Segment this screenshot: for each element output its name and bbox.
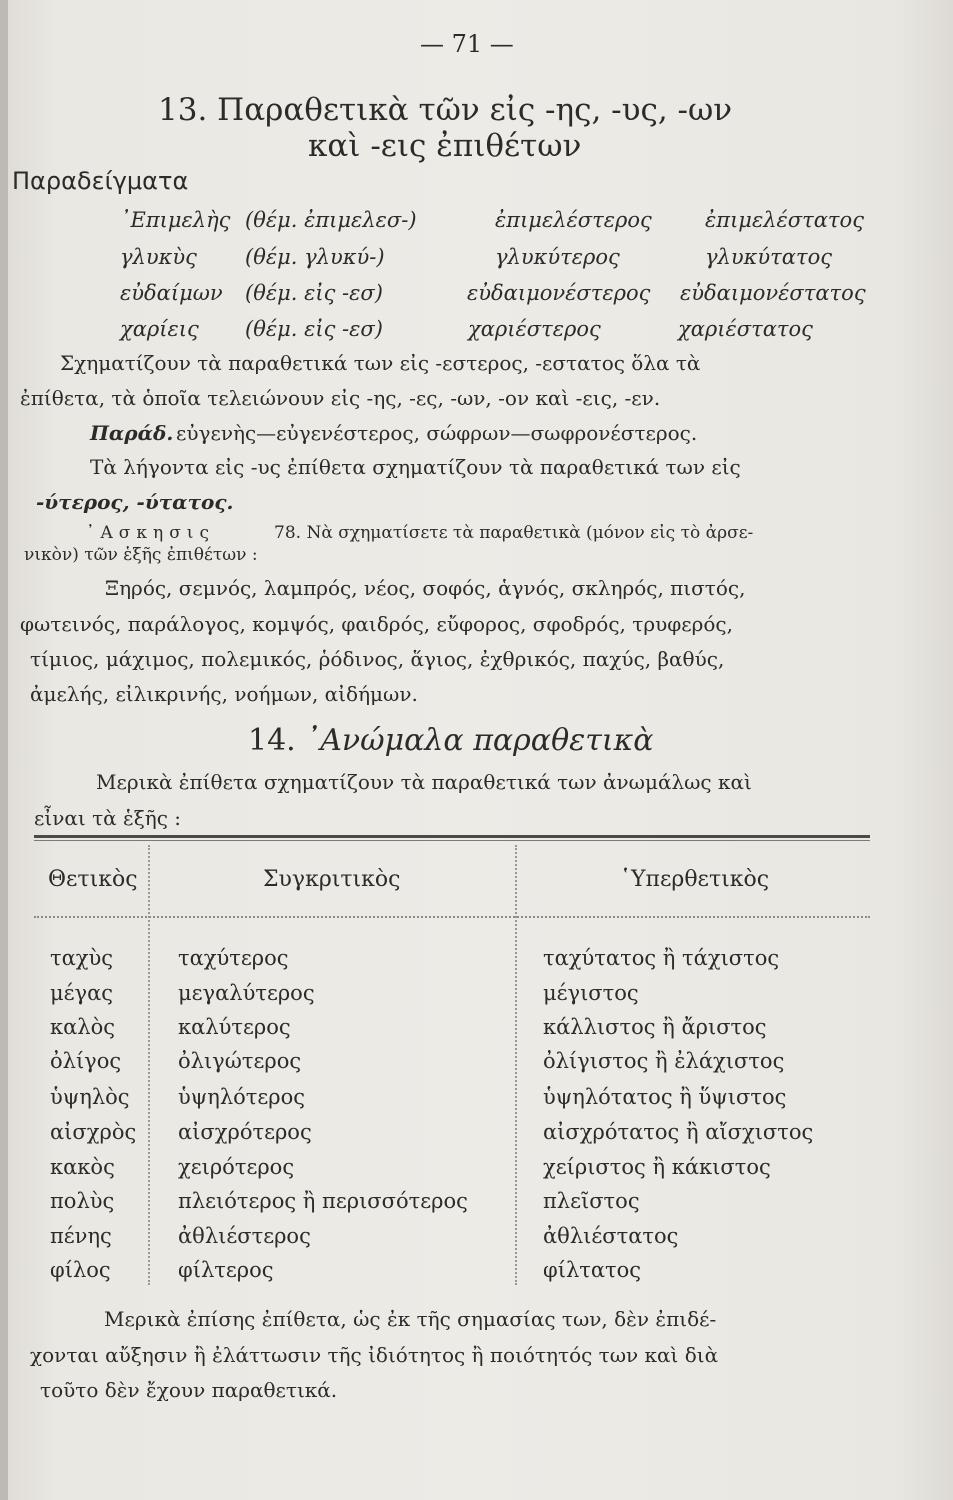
table-cell: χειρότερος: [178, 1155, 295, 1179]
section-14-number: 14.: [248, 723, 296, 758]
table-top-rule: [34, 835, 870, 838]
table-cell: ἀθλιέστατος: [543, 1224, 679, 1248]
table-header-comparative: Συγκριτικὸς: [263, 867, 401, 892]
table-cell: ταχὺς: [50, 946, 114, 970]
example-stem: (θέμ. εἰς -εσ): [245, 281, 383, 305]
example-superlative: εὐδαιμονέστατος: [680, 281, 866, 305]
exercise-words-line: Ξηρός, σεμνός, λαμπρός, νέος, σοφός, ἁγνός, σκληρός, πιστός,: [105, 576, 746, 600]
table-cell: ὑψηλὸς: [50, 1085, 130, 1109]
table-cell: φίλος: [50, 1258, 111, 1282]
table-cell: μέγιστος: [543, 981, 639, 1005]
table-cell: ἀθλιέστερος: [178, 1224, 311, 1248]
section-13-title: 13. Παραθετικὰ τῶν εἰς -ης, -υς, -ων: [158, 92, 733, 128]
section-14-title: [248, 723, 654, 758]
table-cell: πένης: [50, 1224, 112, 1248]
example-positive: γλυκὺς: [120, 245, 197, 269]
table-row: [0, 1015, 953, 1049]
example-stem: (θέμ. ἐπιμελεσ-): [245, 208, 417, 232]
exercise-instruction: 78. Νὰ σχηματίσετε τὰ παραθετικὰ (μόνον εἰς τὸ ἀρσε-: [274, 523, 754, 543]
table-row: [0, 1224, 953, 1258]
exercise-words-line: φωτεινός, παράλογος, κομψός, φαιδρός, εὔφορος, σφοδρός, τρυφερός,: [20, 612, 733, 636]
example-comparative: ἐπιμελέστερος: [495, 208, 652, 232]
example-superlative: γλυκύτατος: [705, 245, 832, 269]
table-cell: ὑψηλότατος ἢ ὕψιστος: [543, 1085, 787, 1109]
table-cell: καλύτερος: [178, 1015, 291, 1039]
table-row: [0, 981, 953, 1015]
table-header-superlative: ῾Υπερθετικὸς: [620, 867, 770, 892]
table-row: [0, 1085, 953, 1119]
table-cell: ὀλιγώτερος: [178, 1049, 302, 1073]
table-cell: κακὸς: [50, 1155, 115, 1179]
table-row: [0, 1189, 953, 1223]
table-header-positive: Θετικὸς: [48, 867, 138, 892]
table-cell: χείριστος ἢ κάκιστος: [543, 1155, 771, 1179]
example-positive: εὐδαίμων: [120, 281, 223, 305]
table-cell: φίλτατος: [543, 1258, 642, 1282]
table-cell: ὀλίγος: [50, 1049, 122, 1073]
table-cell: φίλτερος: [178, 1258, 274, 1282]
table-header-separator: [34, 916, 870, 918]
table-row: [0, 946, 953, 980]
table-cell: πλειότερος ἢ περισσότερος: [178, 1189, 468, 1213]
intro-line: Μερικὰ ἐπίθετα σχηματίζουν τὰ παραθετικά των ἀνωμάλως καὶ: [96, 770, 752, 794]
table-row: [0, 1120, 953, 1154]
table-cell: ὑψηλότερος: [178, 1085, 306, 1109]
example-positive: χαρίεις: [120, 317, 199, 341]
table-row: [0, 1155, 953, 1189]
example-stem: (θέμ. γλυκύ-): [245, 245, 385, 269]
table-cell: καλὸς: [50, 1015, 116, 1039]
example-comparative: χαριέστερος: [468, 317, 601, 341]
table-cell: ὀλίγιστος ἢ ἐλάχιστος: [543, 1049, 785, 1073]
exercise-label: ᾿Ασκησις: [86, 523, 215, 543]
rule-paragraph-line: ἐπίθετα, τὰ ὁποῖα τελειώνουν εἰς -ης, -ες, -ων, -ον καὶ -εις, -εν.: [20, 386, 661, 410]
example-comparative: γλυκύτερος: [495, 245, 620, 269]
table-cell: πολὺς: [50, 1189, 115, 1213]
exercise-instruction-line2: νικὸν) τῶν ἑξῆς ἐπιθέτων :: [24, 545, 258, 565]
closing-paragraph-line: χονται αὔξησιν ἢ ἐλάττωσιν τῆς ἰδιότητος ἢ ποιότητός των καὶ διὰ: [30, 1343, 719, 1367]
rule-paragraph-line: Σχηματίζουν τὰ παραθετικά των εἰς -εστερος, -εστατος ὅλα τὰ: [60, 351, 701, 375]
table-cell: πλεῖστος: [543, 1189, 640, 1213]
closing-paragraph-line: τοῦτο δὲν ἔχουν παραθετικά.: [40, 1378, 338, 1402]
example-superlative: χαριέστατος: [678, 317, 813, 341]
exercise-words-line: τίμιος, μάχιμος, πολεμικός, ῥόδινος, ἅγιος, ἐχθρικός, παχύς, βαθύς,: [30, 647, 725, 671]
table-row: [0, 1258, 953, 1292]
parad-label: Παράδ.: [90, 421, 174, 445]
table-cell: μέγας: [50, 981, 114, 1005]
example-stem: (θέμ. εἰς -εσ): [245, 317, 383, 341]
example-comparative: εὐδαιμονέστερος: [467, 281, 651, 305]
table-cell: ταχύτερος: [178, 946, 289, 970]
page-number: — 71 —: [420, 30, 514, 58]
table-top-rule-thin: [34, 840, 870, 841]
example-positive: ᾿Επιμελὴς: [120, 208, 231, 232]
rule2-line: Τὰ λήγοντα εἰς -υς ἐπίθετα σχηματίζουν τὰ παραθετικά των εἰς: [90, 455, 741, 479]
closing-paragraph-line: Μερικὰ ἐπίσης ἐπίθετα, ὡς ἐκ τῆς σημασίας των, δὲν ἐπιδέ-: [104, 1307, 717, 1331]
rule2-endings: -ύτερος, -ύτατος.: [36, 490, 234, 514]
table-cell: αἰσχρότατος ἢ αἴσχιστος: [543, 1120, 814, 1144]
section-13-title-line2: καὶ -εις ἐπιθέτων: [308, 128, 582, 164]
table-cell: ταχύτατος ἢ τάχιστος: [543, 946, 780, 970]
intro-line: εἶναι τὰ ἑξῆς :: [34, 806, 182, 830]
table-cell: αἰσχρότερος: [178, 1120, 312, 1144]
section-14-title-text: ᾿Ανώμαλα παραθετικὰ: [305, 723, 654, 758]
table-cell: κάλλιστος ἢ ἄριστος: [543, 1015, 767, 1039]
table-cell: αἰσχρὸς: [50, 1120, 137, 1144]
parad-text: εὐγενὴς—εὐγενέστερος, σώφρων—σωφρονέστερος.: [176, 421, 698, 445]
examples-label: Παραδείγματα: [12, 167, 189, 195]
table-row: [0, 1049, 953, 1083]
table-cell: μεγαλύτερος: [178, 981, 315, 1005]
example-superlative: ἐπιμελέστατος: [705, 208, 864, 232]
exercise-words-line: ἀμελής, εἰλικρινής, νοήμων, αἰδήμων.: [30, 682, 418, 706]
